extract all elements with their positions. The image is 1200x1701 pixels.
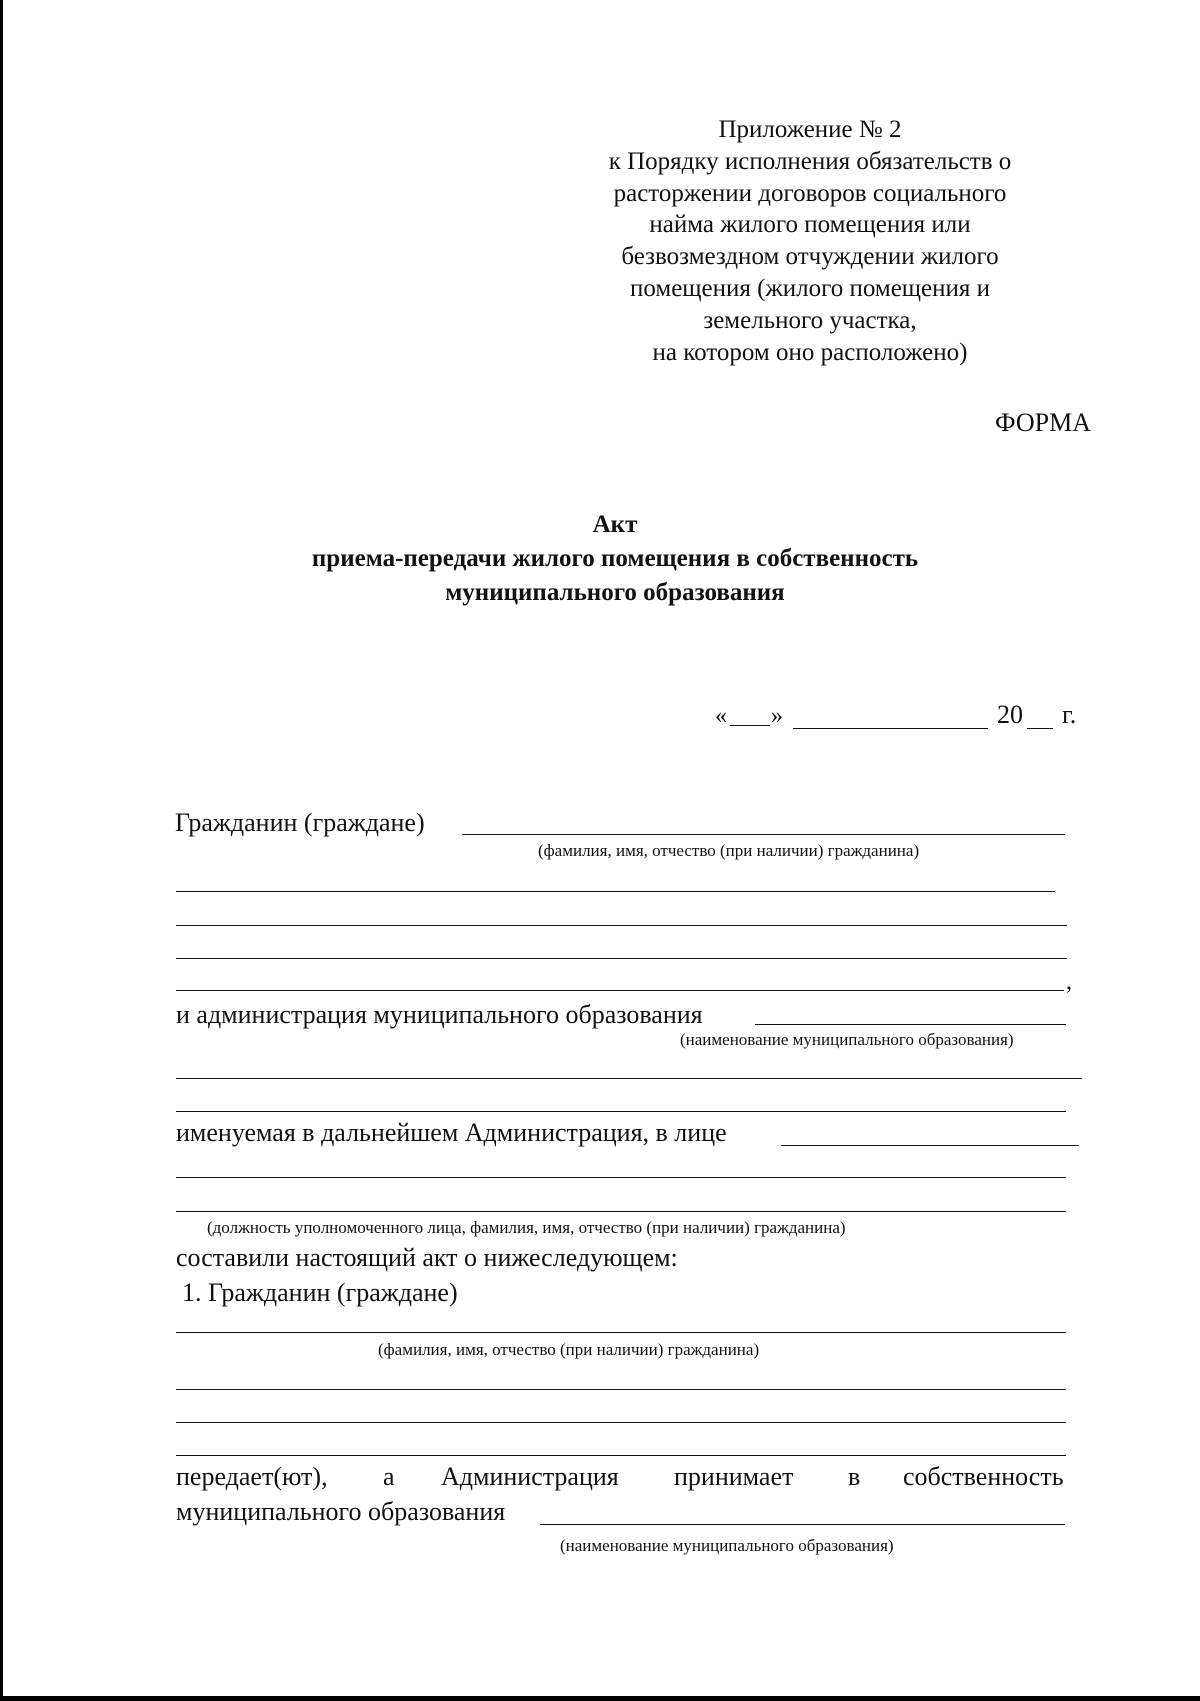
title-line: муниципального образования: [445, 579, 785, 606]
form-label: ФОРМА: [995, 408, 1091, 437]
official-extra-line-2[interactable]: [176, 1211, 1066, 1212]
appendix-line: к Порядку исполнения обязательств о: [608, 147, 1012, 175]
official-hint: (должность уполномоченного лица, фамилия, имя, отчество (при наличии) гражданина): [207, 1218, 846, 1237]
date-day-blank[interactable]: [730, 725, 770, 726]
official-extra-line-1[interactable]: [176, 1177, 1066, 1178]
transfer-word: собственность: [903, 1462, 1064, 1491]
date-month-blank[interactable]: [793, 728, 988, 729]
citizen-name-line[interactable]: [462, 834, 1065, 835]
item1-extra-line-3[interactable]: [176, 1455, 1066, 1456]
document-title: [200, 508, 1030, 610]
transfer-word: в: [848, 1462, 861, 1491]
citizen-hint: (фамилия, имя, отчество (при наличии) гражданина): [538, 841, 920, 860]
item1-label: 1. Гражданин (граждане): [182, 1278, 458, 1307]
item1-hint: (фамилия, имя, отчество (при наличии) гражданина): [378, 1340, 760, 1359]
hereinafter-label: именуемая в дальнейшем Администрация, в лице: [176, 1118, 727, 1147]
compiled-text: составили настоящий акт о нижеследующем:: [176, 1243, 678, 1272]
date-close-quote: »: [771, 703, 783, 729]
appendix-line: помещения (жилого помещения и: [629, 274, 991, 302]
appendix-line: земельного участка,: [703, 306, 917, 334]
date-year-suffix: г.: [1062, 700, 1077, 729]
transfer-word: передает(ют),: [176, 1462, 328, 1491]
municipality-label: муниципального образования: [176, 1497, 506, 1526]
date-year-blank[interactable]: [1027, 728, 1053, 729]
transfer-word: Администрация: [441, 1462, 619, 1491]
date-year-prefix: 20: [997, 700, 1023, 729]
scan-bottom-edge: [0, 1696, 1200, 1701]
scan-left-edge: [0, 0, 3, 1701]
citizen-label: Гражданин (граждане): [175, 808, 425, 837]
item1-name-line[interactable]: [176, 1332, 1066, 1333]
municipality-name-line[interactable]: [755, 1024, 1066, 1025]
appendix-line: безвозмездном отчуждении жилого: [621, 243, 999, 271]
administration-label: и администрация муниципального образования: [176, 1000, 703, 1029]
item1-extra-line-1[interactable]: [176, 1389, 1066, 1390]
appendix-header: [560, 114, 1060, 368]
appendix-line: расторжении договоров социального: [613, 179, 1007, 207]
title-line: приема-передачи жилого помещения в собственность: [311, 545, 919, 572]
transfer-word: принимает: [674, 1462, 794, 1491]
municipality-hint: (наименование муниципального образования): [680, 1030, 1014, 1049]
municipality-extra-line-2[interactable]: [176, 1111, 1066, 1112]
official-name-line[interactable]: [781, 1145, 1079, 1146]
appendix-line: найма жилого помещения или: [649, 211, 971, 239]
transfer-word: а: [383, 1462, 395, 1491]
title-line: Акт: [592, 511, 638, 538]
citizen-extra-line-3[interactable]: [176, 958, 1067, 959]
comma: ,: [1066, 969, 1072, 995]
appendix-line: Приложение № 2: [718, 116, 902, 143]
citizen-extra-line-4[interactable]: [176, 990, 1064, 991]
date-open-quote: «: [715, 703, 727, 729]
municipality-bottom-line[interactable]: [540, 1524, 1065, 1525]
municipality-extra-line-1[interactable]: [176, 1078, 1082, 1079]
item1-extra-line-2[interactable]: [176, 1422, 1066, 1423]
municipality-hint-bottom: (наименование муниципального образования): [560, 1536, 894, 1555]
appendix-line: на котором оно расположено): [652, 338, 968, 366]
citizen-extra-line-1[interactable]: [176, 891, 1055, 892]
citizen-extra-line-2[interactable]: [176, 925, 1067, 926]
